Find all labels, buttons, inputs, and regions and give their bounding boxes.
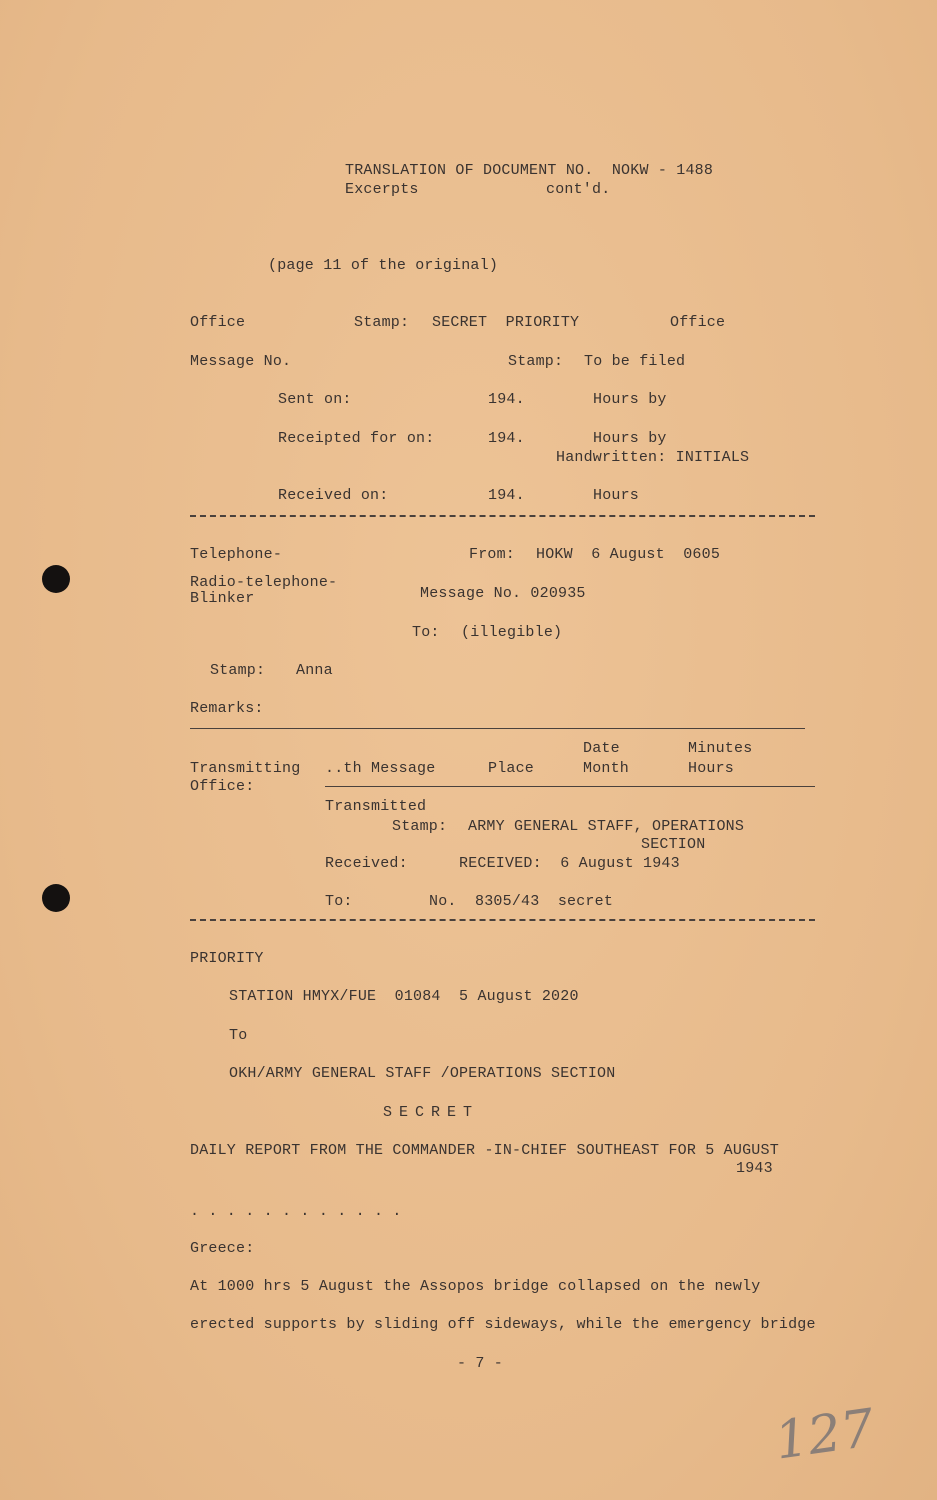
daily-report-year: 1943 [736,1160,773,1177]
office-right: Office [670,314,726,331]
divider-1 [190,515,815,517]
radio-label: Radio-telephone- [190,574,338,591]
remarks-label: Remarks: [190,700,264,717]
col-message-header: ..th Message [325,760,436,777]
office-label-2: Office: [190,778,255,795]
office-left: Office [190,314,246,331]
paragraph-line-2: erected supports by sliding off sideways, while the emergency bridge [190,1316,816,1333]
transmitting-label: Transmitting [190,760,301,777]
col-place-header: Place [488,760,535,777]
punch-hole-bottom [42,884,70,912]
sent-year: 194. [488,391,525,408]
stamp2-value: To be filed [584,353,686,370]
page-number: - 7 - [457,1355,504,1372]
blinker-label: Blinker [190,590,255,607]
stamp-value: SECRET PRIORITY [432,314,580,331]
handwritten-page-number: 127 [771,1398,878,1472]
receipted-year: 194. [488,430,525,447]
col-date-header: Date [583,740,620,757]
divider-2 [190,919,815,921]
excerpts-label: Excerpts [345,181,419,198]
station-line: STATION HMYX/FUE 01084 5 August 2020 [229,988,579,1005]
transmit-stamp-label: Stamp: [392,818,448,835]
received-on-label: Received on: [278,487,389,504]
col-month-header: Month [583,760,630,777]
from-value: HOKW 6 August 0605 [536,546,721,563]
transmitted-label: Transmitted [325,798,427,815]
paragraph-line-1: At 1000 hrs 5 August the Assopos bridge collapsed on the newly [190,1278,761,1295]
to-line: To [229,1027,248,1044]
from-label: From: [469,546,516,563]
page-reference: (page 11 of the original) [268,257,499,274]
sent-hours: Hours by [593,391,667,408]
received-year: 194. [488,487,525,504]
stamp-anna-value: Anna [296,662,333,679]
receipted-on-label: Receipted for on: [278,430,435,447]
stamp-label: Stamp: [354,314,410,331]
col-hours-header: Hours [688,760,735,777]
transmit-to-value: No. 8305/43 secret [429,893,614,910]
document-title: TRANSLATION OF DOCUMENT NO. NOKW - 1488 [345,162,714,179]
priority-label: PRIORITY [190,950,264,967]
message-no-label: Message No. [190,353,292,370]
to-value: (illegible) [461,624,563,641]
divider-solid-2 [325,786,815,787]
transmit-stamp-value-2: SECTION [641,836,706,853]
sent-on-label: Sent on: [278,391,352,408]
receipted-hours: Hours by [593,430,667,447]
daily-report-line: DAILY REPORT FROM THE COMMANDER -IN-CHIEF SOUTHEAST FOR 5 AUGUST [190,1142,779,1159]
greece-heading: Greece: [190,1240,255,1257]
to-label: To: [412,624,440,641]
okh-line: OKH/ARMY GENERAL STAFF /OPERATIONS SECTION [229,1065,616,1082]
received-label: Received: [325,855,408,872]
transmit-to-label: To: [325,893,353,910]
contd-label: cont'd. [546,181,611,198]
handwritten-initials: Handwritten: INITIALS [556,449,750,466]
received-hours: Hours [593,487,640,504]
stamp-anna-label: Stamp: [210,662,266,679]
received-value: RECEIVED: 6 August 1943 [459,855,680,872]
message-number: Message No. 020935 [420,585,586,602]
stamp2-label: Stamp: [508,353,564,370]
ellipsis-dots: . . . . . . . . . . . . [190,1203,402,1220]
col-minutes-header: Minutes [688,740,753,757]
transmit-stamp-value: ARMY GENERAL STAFF, OPERATIONS [468,818,745,835]
punch-hole-top [42,565,70,593]
divider-solid-1 [190,728,805,729]
telephone-label: Telephone- [190,546,283,563]
secret-heading: SECRET [383,1104,480,1121]
